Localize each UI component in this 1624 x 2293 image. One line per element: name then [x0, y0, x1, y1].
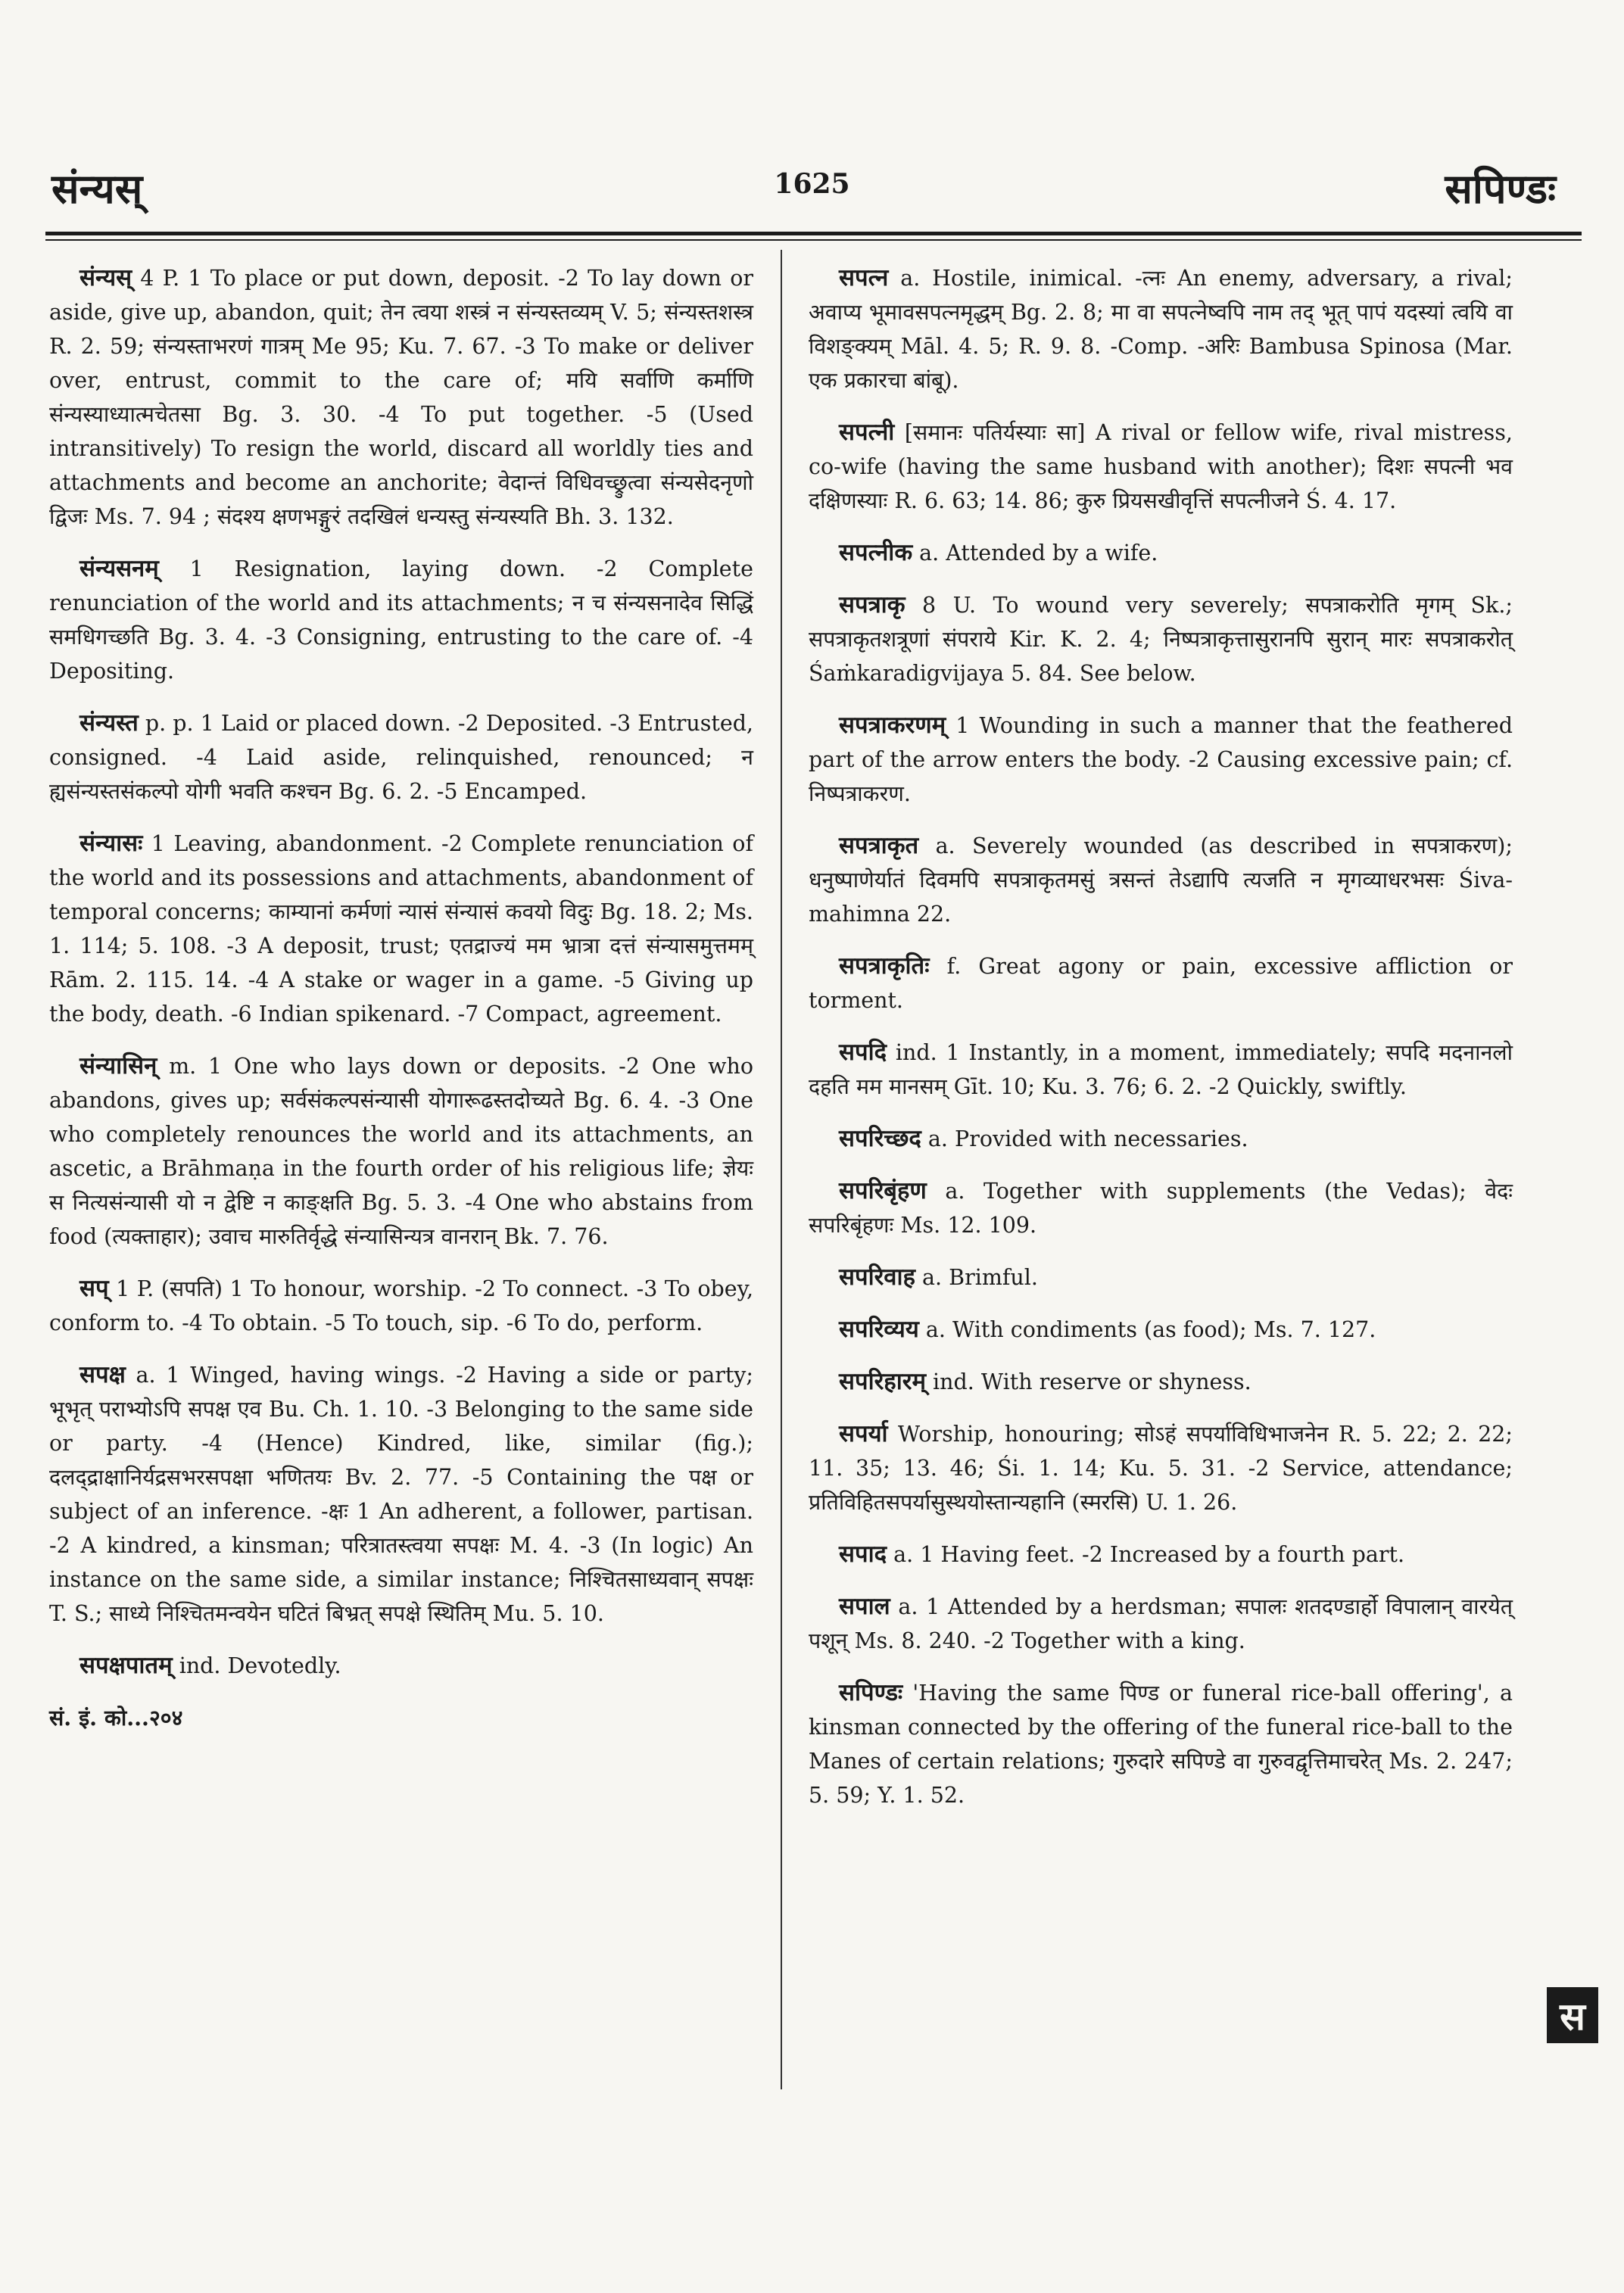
entry-headword: संन्यासः — [79, 830, 143, 857]
entry-definition: a. With condiments (as food); Ms. 7. 127. — [918, 1317, 1376, 1342]
entry-definition: ind. With reserve or shyness. — [925, 1369, 1252, 1394]
entry-definition: a. Together with supplements (the Vedas); वेदः सपरिबृंहणः Ms. 12. 109. — [809, 1179, 1513, 1238]
entry-headword: सपरिहारम् — [839, 1368, 926, 1395]
entry-headword: संन्यासिन् — [79, 1052, 157, 1080]
dictionary-entry — [809, 416, 1513, 518]
right-column — [809, 261, 1513, 1830]
entry-definition: a. Hostile, inimical. -त्नः An enemy, adversary, a rival; अवाप्य भूमावसपत्नमृद्धम् Bg. 2. 8; मा वा सपत्नेष्वपि नाम तद् भूत् पापं यदस्यां त्वयि वा विशङ्क्यम् Māl. 4. 5; R. 9. 8. -Comp. -अरिः Bambusa Spinosa (Mar. एक प्रकारचा बांबू). — [809, 266, 1513, 393]
entry-headword: सपरिव्यय — [839, 1316, 919, 1343]
dictionary-entry — [49, 706, 753, 808]
entry-headword: सपत्राकृ — [839, 591, 906, 618]
dictionary-entry — [809, 1313, 1513, 1347]
entry-definition: a. Severely wounded (as described in सपत्राकरण); धनुष्पाणेर्यातं दिवमपि सपत्राकृतमसुं त्रसन्तं तेऽद्यापि त्यजति न मृगव्याधरभसः Śiva-mahimna 22. — [809, 833, 1513, 927]
entry-headword: सप् — [79, 1275, 109, 1302]
entry-definition: Worship, honouring; सोऽहं सपर्याविधिभाजनेन R. 5. 22; 2. 22; 11. 35; 13. 46; Śi. 1. 14; Ku. 5. 31. -2 Service, attendance; प्रतिविहितसपर्यासुस्थयोस्तान्यहानि (स्मरसि) U. 1. 26. — [809, 1422, 1513, 1515]
dictionary-entry — [49, 1649, 753, 1683]
dictionary-entry — [809, 949, 1513, 1017]
dictionary-entry — [49, 1272, 753, 1340]
entry-definition: 1 Leaving, abandonment. -2 Complete renunciation of the world and its possessions and attachments, abandonment of temporal concerns; काम्यानां कर्मणां न्यासं संन्यासं कवयो विदुः Bg. 18. 2; Ms. 1. 114; 5. 108. -3 A deposit, trust; एतद्राज्यं मम भ्रात्रा दत्तं संन्यासमुत्तमम् Rām. 2. 115. 14. -4 A stake or wager in a game. -5 Giving up the body, death. -6 Indian spikenard. -7 Compact, agreement. — [49, 831, 753, 1027]
entry-headword: सपक्षपातम् — [79, 1652, 173, 1679]
entry-headword: सपक्ष — [79, 1361, 126, 1388]
dictionary-entry — [809, 1590, 1513, 1658]
entry-headword: सपाल — [839, 1593, 890, 1620]
entry-headword: सपरिबृंहण — [839, 1177, 927, 1204]
dictionary-entry — [809, 261, 1513, 397]
dictionary-entry — [49, 552, 753, 688]
left-column — [49, 261, 753, 1753]
entry-definition: 1 P. (सपति) 1 To honour, worship. -2 To connect. -3 To obey, conform to. -4 To obtain. -5 To touch, sip. -6 To do, perform. — [49, 1276, 753, 1335]
entry-headword: संन्यसनम् — [79, 555, 159, 582]
dictionary-entry — [809, 1174, 1513, 1242]
page-number: 1625 — [774, 168, 850, 200]
dictionary-entry — [809, 1260, 1513, 1294]
dictionary-entry — [809, 709, 1513, 811]
dictionary-entry — [809, 1122, 1513, 1156]
entry-headword: सपर्या — [839, 1420, 888, 1447]
entry-headword: सपत्राकृतिः — [839, 952, 930, 980]
column-divider — [781, 250, 782, 2089]
dictionary-entry — [809, 829, 1513, 931]
entry-headword: सपिण्डः — [839, 1679, 903, 1706]
header-left-word: संन्यस् — [51, 164, 143, 213]
dictionary-entry — [809, 536, 1513, 570]
dictionary-entry — [49, 1049, 753, 1254]
entry-definition: [समानः पतिर्यस्याः सा] A rival or fellow wife, rival mistress, co-wife (having the same husband with another); दिशः सपत्नी भव दक्षिणस्याः R. 6. 63; 14. 86; कुरु प्रियसखीवृत्तिं सपत्नीजने Ś. 4. 17. — [809, 420, 1513, 513]
thumb-index-tab[interactable]: स — [1547, 1987, 1598, 2043]
entry-headword: सपाद — [839, 1541, 887, 1568]
entry-definition: a. Brimful. — [915, 1265, 1038, 1290]
entry-definition: 8 U. To wound very severely; सपत्राकरोति मृगम् Sk.; सपत्राकृतशत्रूणां संपराये Kir. K. 2. 4; निष्पत्राकृत्तासुरानपि सुरान् मारः सपत्राकरोत् Śaṁkaradigvijaya 5. 84. See below. — [809, 593, 1513, 686]
entry-headword: सपरिवाह — [839, 1263, 915, 1291]
dictionary-entry — [49, 1358, 753, 1631]
entry-definition: a. Provided with necessaries. — [921, 1126, 1248, 1151]
entry-headword: सपत्न — [839, 264, 889, 291]
entry-headword: सपत्राकृत — [839, 832, 919, 859]
header-rule-thick — [45, 232, 1582, 235]
dictionary-entry — [809, 1365, 1513, 1399]
entry-headword: संन्यस् — [79, 264, 132, 291]
entry-definition: a. 1 Attended by a herdsman; सपालः शतदण्डार्हो विपालान् वारयेत् पशून् Ms. 8. 240. -2 Together with a king. — [809, 1594, 1513, 1653]
entry-definition: 1 Resignation, laying down. -2 Complete renunciation of the world and its attachments; न च संन्यसनादेव सिद्धिं समधिगच्छति Bg. 3. 4. -3 Consigning, entrusting to the care of. -4 Depositing. — [49, 556, 753, 684]
entry-headword: सपत्नीक — [839, 539, 913, 566]
dictionary-entry — [809, 1036, 1513, 1104]
entry-definition: m. 1 One who lays down or deposits. -2 One who abandons, gives up; सर्वसंकल्पसंन्यासी योगारूढस्तदोच्यते Bg. 6. 4. -3 One who completely renounces the world and its attachments, an ascetic, a Brāhmaṇa in the fourth order of his religious life; ज्ञेयः स नित्यसंन्यासी यो न द्वेष्टि न काङ्क्षति Bg. 5. 3. -4 One who abstains from food (त्यक्ताहार); उवाच मारुतिर्वृद्धे संन्यासिन्यत्र वानरान् Bk. 7. 76. — [49, 1054, 753, 1249]
entry-definition: 'Having the same पिण्ड or funeral rice-ball offering', a kinsman connected by the offering of the funeral rice-ball to the Manes of certain relations; गुरुदारे सपिण्डे वा गुरुवद्वृत्तिमाचरेत् Ms. 2. 247; 5. 59; Y. 1. 52. — [809, 1681, 1513, 1808]
entry-definition: 4 P. 1 To place or put down, deposit. -2 To lay down or aside, give up, abandon, quit; तेन त्वया शस्त्रं न संन्यस्तव्यम् V. 5; संन्यस्तशस्त्र R. 2. 59; संन्यस्ताभरणं गात्रम् Me 95; Ku. 7. 67. -3 To make or deliver over, entrust, commit to the care of; मयि सर्वाणि कर्माणि संन्यस्याध्यात्मचेतसा Bg. 3. 30. -4 To put together. -5 (Used intransitively) To resign the world, discard all worldly ties and attachments and become an anchorite; वेदान्तं विधिवच्छ्रुत्वा संन्यसेदनृणो द्विजः Ms. 7. 94 ; संदश्य क्षणभङ्गुरं तदखिलं धन्यस्तु संन्यस्यति Bh. 3. 132. — [49, 266, 753, 529]
entry-headword: सपदि — [839, 1039, 887, 1066]
dictionary-entry — [809, 1417, 1513, 1519]
entry-headword: सपरिच्छद — [839, 1125, 921, 1152]
entry-definition: f. Great agony or pain, excessive affliction or torment. — [809, 954, 1513, 1013]
entry-definition: a. Attended by a wife. — [912, 541, 1158, 565]
entry-headword: सपत्नी — [839, 419, 895, 446]
entry-definition: ind. 1 Instantly, in a moment, immediately; सपदि मदनानलो दहति मम मानसम् Gīt. 10; Ku. 3. 76; 6. 2. -2 Quickly, swiftly. — [809, 1040, 1513, 1099]
signature-mark: सं. इं. को...२०४ — [49, 1705, 183, 1731]
entry-definition: a. 1 Winged, having wings. -2 Having a side or party; भूभृत् पराभ्योऽपि सपक्ष एव Bu. Ch. 1. 10. -3 Belonging to the same side or party. -4 (Hence) Kindred, like, similar (fig.); दलद्द्राक्षानिर्यद्रसभरसपक्षा भणितयः Bv. 2. 77. -5 Containing the पक्ष or subject of an inference. -क्षः 1 An adherent, a follower, partisan. -2 A kindred, a kinsman; परित्रातस्त्वया सपक्षः M. 4. -3 (In logic) An instance on the same side, a similar instance; निश्चितसाध्यवान् सपक्षः T. S.; साध्ये निश्चितमन्वयेन घटितं बिभ्रत् सपक्षे स्थितिम् Mu. 5. 10. — [49, 1363, 753, 1626]
dictionary-entry — [809, 1676, 1513, 1812]
header-right-word: सपिण्डः — [1445, 164, 1556, 213]
entry-headword: संन्यस्त — [79, 709, 139, 737]
entry-definition: p. p. 1 Laid or placed down. -2 Deposited. -3 Entrusted, consigned. -4 Laid aside, relinquished, renounced; न ह्यसंन्यस्तसंकल्पो योगी भवति कश्चन Bg. 6. 2. -5 Encamped. — [49, 711, 753, 804]
dictionary-entry — [809, 1537, 1513, 1572]
dictionary-entry — [49, 261, 753, 534]
dictionary-entry — [809, 588, 1513, 690]
entry-definition: ind. Devotedly. — [172, 1653, 341, 1678]
dictionary-entry — [49, 827, 753, 1031]
header-rule-thin — [45, 239, 1582, 241]
entry-definition: a. 1 Having feet. -2 Increased by a fourth part. — [887, 1542, 1405, 1567]
entry-headword: सपत्राकरणम् — [839, 712, 946, 739]
entry-definition: 1 Wounding in such a manner that the feathered part of the arrow enters the body. -2 Causing excessive pain; cf. निष्पत्राकरण. — [809, 713, 1513, 806]
